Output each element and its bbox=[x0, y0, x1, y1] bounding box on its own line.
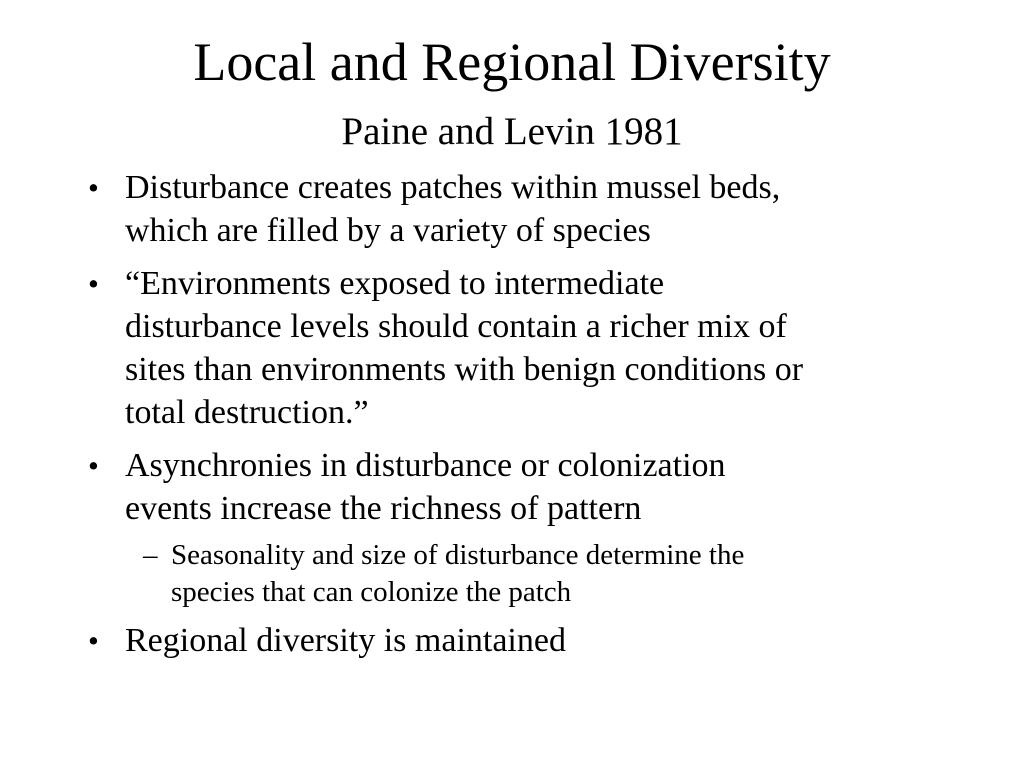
sub-bullet-text-line: species that can colonize the patch bbox=[171, 576, 572, 608]
bullet-marker: • bbox=[88, 170, 99, 205]
bullet-text-line: which are filled by a variety of species bbox=[125, 212, 651, 249]
bullet-text-line: disturbance levels should contain a richer mix of bbox=[125, 308, 787, 345]
bullet-marker: • bbox=[88, 623, 99, 658]
bullet-text-line: Disturbance creates patches within mussel beds, bbox=[125, 169, 781, 206]
slide-title: Local and Regional Diversity bbox=[193, 32, 831, 92]
bullet-text-line: total destruction.” bbox=[125, 394, 369, 431]
bullet-text-line: Regional diversity is maintained bbox=[125, 622, 566, 659]
bullet-marker: • bbox=[88, 448, 99, 483]
bullet-marker: • bbox=[88, 266, 99, 301]
sub-bullet-text-line: Seasonality and size of disturbance determine the bbox=[171, 539, 745, 571]
bullet-text-line: events increase the richness of pattern bbox=[125, 490, 642, 527]
bullet-text-line: “Environments exposed to intermediate bbox=[125, 265, 665, 302]
sub-bullet-marker: – bbox=[143, 539, 158, 571]
slide-subtitle: Paine and Levin 1981 bbox=[341, 110, 683, 153]
bullet-text-line: sites than environments with benign conditions or bbox=[125, 351, 804, 388]
bullet-text-line: Asynchronies in disturbance or colonization bbox=[125, 447, 726, 484]
